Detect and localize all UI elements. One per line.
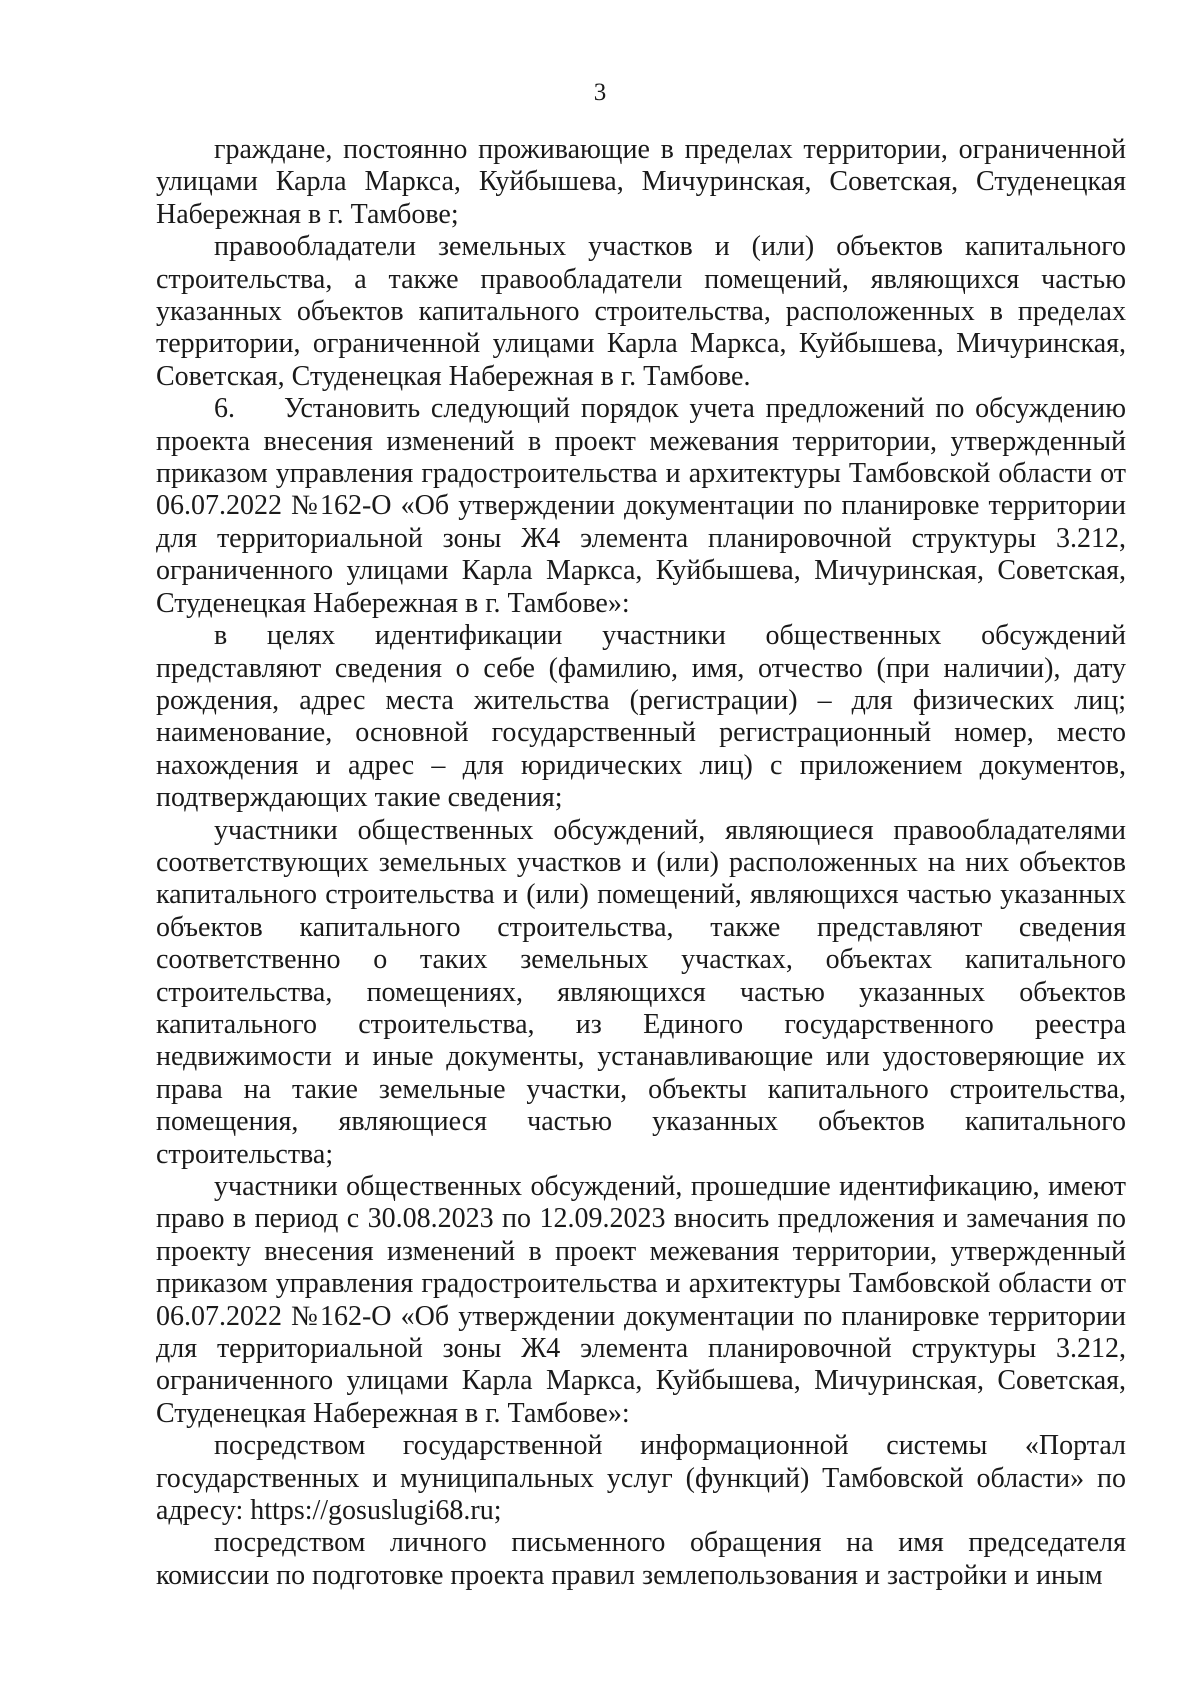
item-number: 6. [214,393,235,425]
paragraph-portal: посредством государственной информационной системы «Портал государственных и муниципальных услуг (функций) Тамбовской области» по адресу: https://gosuslugi68.ru; [156,1430,1126,1527]
paragraph-item-6 [156,393,1126,620]
paragraph-rightholder-participants: участники общественных обсуждений, являющиеся правообладателями соответствующих земельных участков и (или) расположенных на них объектов капитального строительства и (или) помещений, являющихся частью указанных объектов капитального строительства, также представляют сведения соответственно о таких земельных участках, объектах капитального строительства, помещениях, являющихся частью указанных объектов капитального строительства, из Единого государственного реестра недвижимости и иные документы, устанавливающие или удостоверяющие их права на такие земельные участки, объекты капитального строительства, помещения, являющиеся частью указанных объектов капитального строительства; [156,814,1126,1170]
document-body [156,134,1126,1592]
paragraph-identification: в целях идентификации участники общественных обсуждений представляют сведения о себе (фамилию, имя, отчество (при наличии), дату рождения, адрес места жительства (регистрации) – для физических лиц; наименование, основной государственный регистрационный номер, место нахождения и адрес – для юридических лиц) с приложением документов, подтверждающих такие сведения; [156,620,1126,814]
page-number: 3 [593,79,607,106]
paragraph-citizens: граждане, постоянно проживающие в пределах территории, ограниченной улицами Карла Маркса, Куйбышева, Мичуринская, Советская, Студенецкая Набережная в г. Тамбове; [156,134,1126,230]
item-6-text: Установить следующий порядок учета предложений по обсуждению проекта внесения изменений в проект межевания территории, утвержденный приказом управления градостроительства и архитектуры Тамбовской области от 06.07.2022 №162-О «Об утверждении документации по планировке территории для территориальной зоны Ж4 элемента планировочной структуры 3.212, ограниченного улицами Карла Маркса, Куйбышева, Мичуринская, Советская, Студенецкая Набережная в г. Тамбове»: [156,393,1126,619]
paragraph-written-appeal: посредством личного письменного обращения на имя председателя комиссии по подготовке проекта правил землепользования и застройки и иным [156,1527,1126,1591]
paragraph-rightholders: правообладатели земельных участков и (или) объектов капитального строительства, а также правообладатели помещений, являющихся частью указанных объектов капитального строительства, расположенных в пределах территории, ограниченной улицами Карла Маркса, Куйбышева, Мичуринская, Советская, Студенецкая Набережная в г. Тамбове. [156,231,1126,392]
paragraph-proposal-period: участники общественных обсуждений, прошедшие идентификацию, имеют право в период с 30.08.2023 по 12.09.2023 вносить предложения и замечания по проекту внесения изменений в проект межевания территории, утвержденный приказом управления градостроительства и архитектуры Тамбовской области от 06.07.2022 №162-О «Об утверждении документации по планировке территории для территориальной зоны Ж4 элемента планировочной структуры 3.212, ограниченного улицами Карла Маркса, Куйбышева, Мичуринская, Советская, Студенецкая Набережная в г. Тамбове»: [156,1171,1126,1429]
